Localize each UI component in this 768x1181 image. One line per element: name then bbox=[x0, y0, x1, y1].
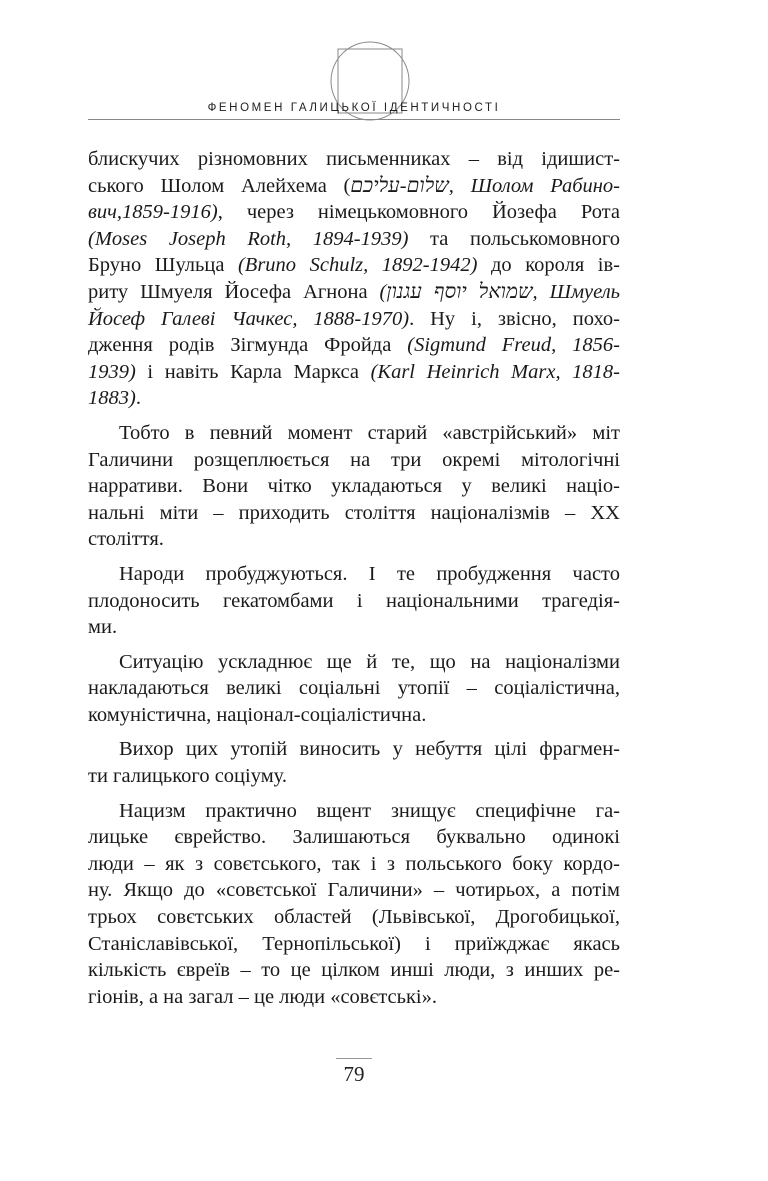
text-span: Бруно Шульца bbox=[88, 254, 238, 277]
text-span: ського Шолом Алейхема ( bbox=[88, 174, 351, 197]
text-line bbox=[88, 199, 620, 226]
italic-span: (Moses Joseph Roth, 1894-1939) bbox=[88, 227, 409, 250]
text-line bbox=[88, 252, 620, 279]
italic-span: (Sigmund Freud, 1856- bbox=[407, 334, 620, 357]
text-span: блискучих різномовних письменниках – від ідишист- bbox=[88, 148, 620, 170]
italic-span: ( bbox=[379, 280, 387, 303]
text-line: Вихор цих утопій виносить у небуття цілі фрагмен- bbox=[119, 738, 620, 761]
text-line: комуністична, націонал-соціалістична. bbox=[88, 703, 427, 726]
header-divider bbox=[88, 119, 620, 120]
paragraph-5 bbox=[88, 736, 620, 789]
hebrew-name: שמואל יוסף עגנון bbox=[386, 280, 533, 303]
text-line bbox=[88, 146, 620, 173]
paragraph-6 bbox=[88, 798, 620, 1011]
italic-span: , Шмуель bbox=[532, 280, 620, 303]
italic-span: (Karl Heinrich Marx, 1818- bbox=[370, 360, 621, 383]
text-line: нальні міти – приходить століття націоналізмів – XX bbox=[88, 501, 620, 524]
paragraph-3 bbox=[88, 561, 620, 641]
text-line bbox=[88, 332, 620, 359]
running-header-title: ФЕНОМЕН ГАЛИЦЬКОЇ ІДЕНТИЧНОСТІ bbox=[207, 102, 501, 114]
paragraph-1 bbox=[88, 146, 620, 412]
italic-span: (Bruno Schulz, 1892-1942) bbox=[237, 254, 478, 277]
text-line bbox=[88, 279, 620, 306]
page-number-divider bbox=[336, 1058, 372, 1059]
italic-span: , Шолом Рабино- bbox=[448, 174, 620, 197]
text-span: , через німецькомовного Йозефа Рота bbox=[217, 201, 620, 224]
text-line: Нацизм практично вщент знищує специфічне га- bbox=[119, 799, 620, 822]
text-line bbox=[88, 173, 620, 200]
text-line: ну. Якщо до «совєтської Галичини» – чотирьох, а потім bbox=[88, 879, 620, 902]
text-line: кількість євреїв – то це цілком инші люди, з инших ре- bbox=[88, 959, 620, 982]
text-span: . bbox=[135, 387, 141, 410]
text-line: плодоносить гекатомбами і національними трагедія- bbox=[88, 589, 620, 612]
text-span: . Ну і, звісно, похо- bbox=[409, 307, 620, 330]
text-span: до короля ів- bbox=[477, 254, 620, 277]
text-line: накладаються великі соціальні утопії – соціалістична, bbox=[88, 677, 620, 700]
text-line: століття. bbox=[88, 528, 164, 551]
paragraph-2 bbox=[88, 420, 620, 553]
text-line: люди – як з совєтського, так і з польського боку кордо- bbox=[88, 852, 620, 875]
body-text bbox=[88, 146, 620, 1010]
text-span: та польськомовного bbox=[408, 227, 620, 250]
text-line: ти галицького соціуму. bbox=[88, 765, 287, 788]
text-line: Тобто в певний момент старий «австрійський» міт bbox=[119, 421, 620, 444]
text-line: Галичини розщеплюється на три окремі мітологічні bbox=[88, 448, 620, 471]
text-span: риту Шмуеля Йосефа Агнона bbox=[88, 280, 380, 303]
text-line bbox=[88, 385, 620, 412]
text-line: Станіславівської, Тернопільської) і приїжджає якась bbox=[88, 932, 620, 955]
text-line bbox=[88, 306, 620, 333]
italic-span: Йосеф Галеві Чачкес, 1888-1970) bbox=[88, 307, 410, 330]
text-span: і навіть Карла Маркса bbox=[135, 360, 371, 383]
text-line bbox=[88, 359, 620, 386]
text-line: нарративи. Вони чітко укладаються у великі націо- bbox=[88, 475, 620, 498]
hebrew-name: שלום-עליכם bbox=[350, 174, 449, 197]
text-line: Народи пробуджуються. І те пробудження часто bbox=[119, 562, 620, 585]
italic-span: вич,1859-1916) bbox=[88, 201, 218, 224]
italic-span: 1939) bbox=[88, 360, 136, 383]
text-line bbox=[88, 226, 620, 253]
italic-span: 1883) bbox=[88, 387, 136, 410]
page-number: 79 bbox=[343, 1062, 365, 1086]
paragraph-4 bbox=[88, 649, 620, 729]
text-line: гіонів, а на загал – це люди «совєтські». bbox=[88, 985, 437, 1008]
text-line: Ситуацію ускладнює ще й те, що на націоналізми bbox=[119, 650, 620, 673]
text-line: лицьке єврейство. Залишаються буквально одинокі bbox=[88, 826, 620, 849]
text-line: ми. bbox=[88, 616, 118, 639]
text-span: дження родів Зігмунда Фройда bbox=[88, 334, 408, 357]
text-line: трьох совєтських областей (Львівської, Дрогобицької, bbox=[88, 906, 620, 929]
